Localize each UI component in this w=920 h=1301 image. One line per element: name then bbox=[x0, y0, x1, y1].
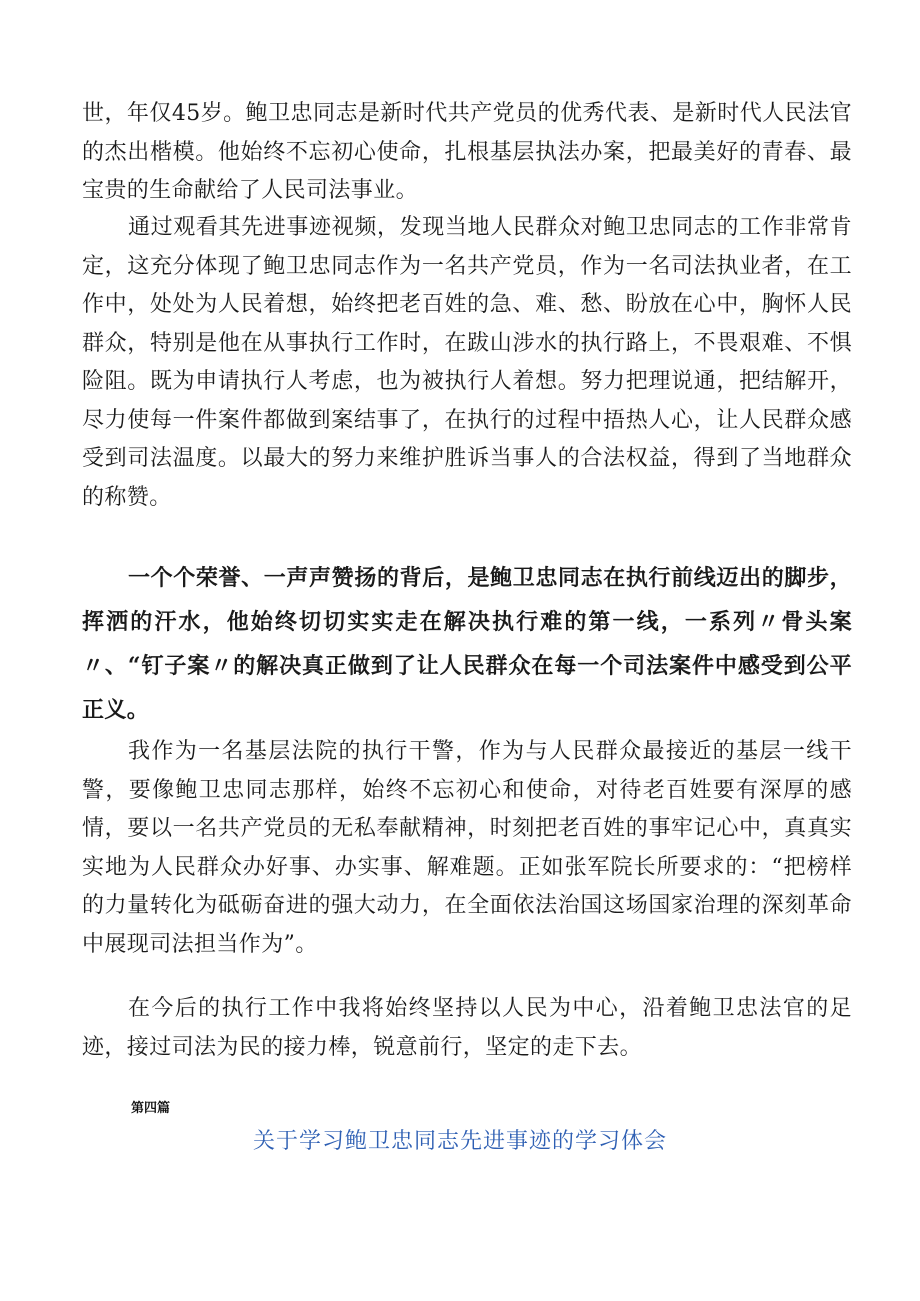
paragraph-intro: 世，年仅45岁。鲍卫忠同志是新时代共产党员的优秀代表、是新时代人民法官的杰出楷模。他始终不忘初心使命，扎根基层执法办案，把最美好的青春、最宝贵的生命献给了人民司法事业。 bbox=[82, 101, 852, 203]
paragraph-honors: 一个个荣誉、一声声赞扬的背后，是鲍卫忠同志在执行前线迈出的脚步，挥洒的汗水，他始终切切实实走在解决执行难的第一线，一系列〃骨头案〃、“钉子案〃的解决真正做到了让人民群众在每一个司法案件中感受到公平正义。 bbox=[82, 565, 852, 723]
paragraph-conclusion: 在今后的执行工作中我将始终坚持以人民为中心，沿着鲍卫忠法官的足迹，接过司法为民的接力棒，锐意前行，坚定的走下去。 bbox=[82, 996, 852, 1060]
paragraph-personal-commitment: 我作为一名基层法院的执行干警，作为与人民群众最接近的基层一线干警，要像鲍卫忠同志那样，始终不忘初心和使命，对待老百姓要有深厚的感情，要以一名共产党员的无私奉献精神，时刻把老百姓的事牢记心中，真真实实地为人民群众办好事、办实事、解难题。正如张军院长所要求的：“把榜样的力量转化为砥砺奋进的强大动力，在全面依法治国这场国家治理的深刻革命中展现司法担当作为”。 bbox=[82, 739, 852, 957]
section-title: 关于学习鲍卫忠同志先进事迹的学习体会 bbox=[252, 1129, 667, 1154]
section-label: 第四篇 bbox=[131, 1101, 171, 1116]
paragraph-video-reflection: 通过观看其先进事迹视频，发现当地人民群众对鲍卫忠同志的工作非常肯定，这充分体现了鲍卫忠同志作为一名共产党员，作为一名司法执业者，在工作中，处处为人民着想，始终把老百姓的急、难、愁、盼放在心中，胸怀人民群众，特别是他在从事执行工作时，在跋山涉水的执行路上，不畏艰难、不惧险阻。既为申请执行人考虑，也为被执行人着想。努力把理说通，把结解开，尽力使每一件案件都做到案结事了，在执行的过程中捂热人心，让人民群众感受到司法温度。以最大的努力来维护胜诉当事人的合法权益，得到了当地群众的称赞。 bbox=[82, 215, 852, 510]
